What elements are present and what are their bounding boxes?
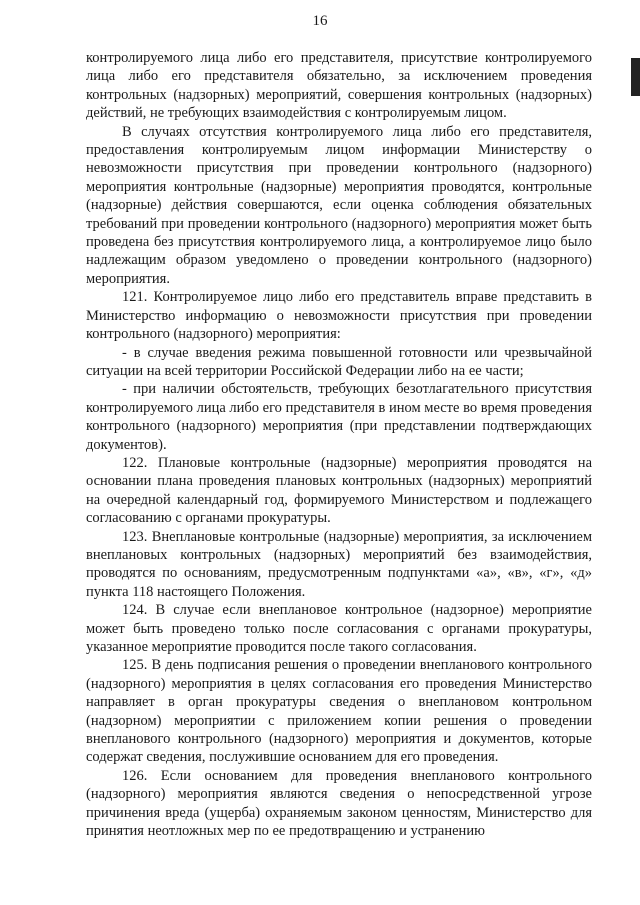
document-body [86,49,592,840]
paragraph: контролируемого лица либо его представителя, присутствие контролируемого лица либо его представителя обязательно, за исключением проведения контрольных (надзорных) мероприятий, совершения контрольных (надзорных) действий, не требующих взаимодействия с контролируемым лицом. [86,50,592,122]
paragraph: - при наличии обстоятельств, требующих безотлагательного присутствия контролируемого лица либо его представителя в ином месте во время проведения контрольного (надзорного) мероприятия (при представлении подтверждающих документов). [86,381,592,453]
page-number: 16 [312,13,328,29]
paragraph: 126. Если основанием для проведения внепланового контрольного (надзорного) мероприятия являются сведения о непосредственной угрозе причинения вреда (ущерба) охраняемым законом ценностям, Министерство для принятия неотложных мер по ее предотвращению и устранению [86,767,592,840]
scan-edge-mark [631,58,640,96]
paragraph: 121. Контролируемое лицо либо его представитель вправе представить в Министерство информацию о невозможности присутствия при проведении контрольного (надзорного) мероприятия: [86,289,592,343]
paragraph: - в случае введения режима повышенной готовности или чрезвычайной ситуации на всей территории Российской Федерации либо на ее части; [86,344,592,379]
paragraph: 124. В случае если внеплановое контрольное (надзорное) мероприятие может быть проведено только после согласования с органами прокуратуры, указанное мероприятие проводится после такого согласования. [86,602,592,655]
paragraph: 125. В день подписания решения о проведении внепланового контрольного (надзорного) мероприятия в целях согласования его проведения Министерство направляет в орган прокуратуры сведения о внеплановом контрольном (надзорном) мероприятии с приложением копии решения о проведении внепланового контрольного (надзорного) мероприятия и документов, которые содержат сведения, послужившие основанием для его проведения. [86,657,592,766]
paragraph: 123. Внеплановые контрольные (надзорные) мероприятия, за исключением внеплановых контрольных (надзорных) мероприятий без взаимодействия, проводятся по основаниям, предусмотренным подпунктами «а», «в», «г», «д» пункта 118 настоящего Положения. [86,528,592,600]
paragraph: 122. Плановые контрольные (надзорные) мероприятия проводятся на основании плана проведения плановых контрольных (надзорных) мероприятий на очередной календарный год, формируемого Министерством и подлежащего согласованию с органами прокуратуры. [86,454,592,527]
paragraph: В случаях отсутствия контролируемого лица либо его представителя, предоставления контролируемым лицом информации Министерству о невозможности присутствия при проведении контрольного (надзорного) мероприятия контрольные (надзорные) мероприятия проводятся, контрольные (надзорные) действия совершаются, если оценка соблюдения обязательных требований при проведении контрольного (надзорного) мероприятия может быть проведена без присутствия контролируемого лица, а контролируемое лицо было надлежащим образом уведомлено о проведении контрольного (надзорного) мероприятия. [86,123,592,287]
